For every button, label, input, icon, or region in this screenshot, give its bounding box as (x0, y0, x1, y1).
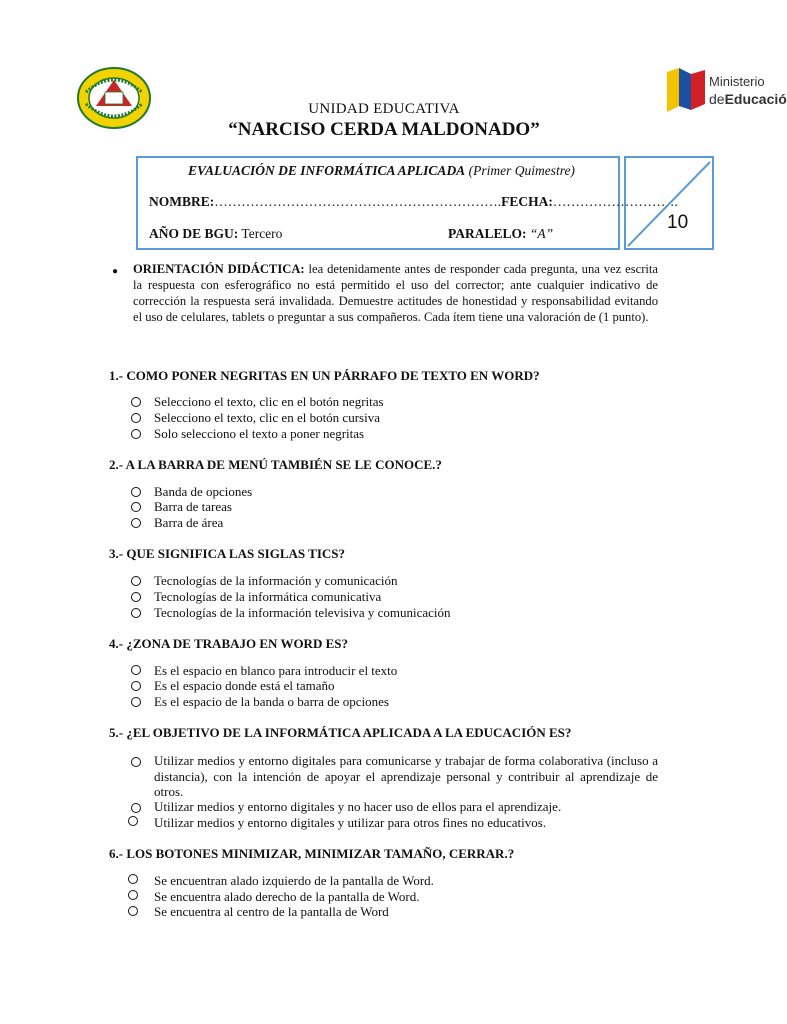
question-1-option-1: Selecciono el texto, clic en el botón negritas (154, 394, 384, 409)
question-4-option-1: Es el espacio en blanco para introducir el texto (154, 663, 398, 678)
score-diagonal-line (626, 158, 712, 248)
date-label: FECHA: (501, 194, 553, 209)
question-6-title: 6.- LOS BOTONES MINIMIZAR, MINIMIZAR TAMAÑO, CERRAR.? (109, 846, 515, 861)
orientation-bullet: ● (112, 266, 119, 277)
question-5-option-3: Utilizar medios y entorno digitales y utilizar para otros fines no educativos. (154, 815, 547, 830)
question-4-title: 4.- ¿ZONA DE TRABAJO EN WORD ES? (109, 636, 348, 651)
orientation-text: lea detenidamente antes de responder cada pregunta, una vez escrita la respuesta con esferográfico no está permitido el uso del corrector; ante cualquier indicativo de corrección la respuesta será invalidada. Demuestre actitudes de honestidad y responsabilidad evitando el uso de celulares, tablets o preguntar a sus compañeros. Cada ítem tiene una valoración de (1 punto). (133, 262, 658, 324)
question-4-option-3: Es el espacio de la banda o barra de opciones (154, 694, 389, 709)
radio-option-circle[interactable] (131, 665, 141, 675)
grade-row (149, 226, 282, 242)
question-4-option-2: Es el espacio donde está el tamaño (154, 678, 335, 693)
exam-title-main: EVALUACIÓN DE INFORMÁTICA APLICADA (188, 163, 466, 178)
question-5-title: 5.- ¿EL OBJETIVO DE LA INFORMÁTICA APLICADA A LA EDUCACIÓN ES? (109, 725, 572, 740)
name-field[interactable]: ………………………………………………………. (214, 194, 502, 209)
radio-option-circle[interactable] (131, 803, 141, 813)
grade-label: AÑO DE BGU: (149, 226, 239, 241)
parallel-label: PARALELO: (448, 226, 527, 241)
question-3-option-2: Tecnologías de la informática comunicativa (154, 589, 382, 604)
radio-option-circle[interactable] (131, 592, 141, 602)
radio-option-circle[interactable] (131, 429, 141, 439)
name-label: NOMBRE: (149, 194, 215, 209)
question-2-option-3: Barra de área (154, 515, 224, 530)
radio-option-circle[interactable] (128, 906, 138, 916)
radio-option-circle[interactable] (131, 397, 141, 407)
school-name-heading: “NARCISO CERDA MALDONADO” (228, 119, 540, 140)
radio-option-circle[interactable] (131, 757, 141, 767)
radio-option-circle[interactable] (131, 697, 141, 707)
question-3-option-1: Tecnologías de la información y comunicación (154, 573, 398, 588)
question-6-option-3: Se encuentra al centro de la pantalla de Word (154, 904, 389, 919)
exam-title-period: (Primer Quimestre) (465, 163, 575, 178)
radio-option-circle[interactable] (131, 608, 141, 618)
question-2-title: 2.- A LA BARRA DE MENÚ TAMBIÉN SE LE CONOCE.? (109, 457, 442, 472)
question-5-option-2: Utilizar medios y entorno digitales y no hacer uso de ellos para el aprendizaje. (154, 799, 562, 814)
radio-option-circle[interactable] (131, 487, 141, 497)
ministry-text-line1: Ministerio (709, 74, 765, 89)
question-1-option-2: Selecciono el texto, clic en el botón cursiva (154, 410, 380, 425)
score-value: 10 (667, 212, 689, 233)
ministry-text-de: de (709, 91, 725, 107)
radio-option-circle[interactable] (128, 874, 138, 884)
ministry-text-main: Educació (724, 91, 787, 107)
radio-option-circle[interactable] (131, 518, 141, 528)
radio-option-circle[interactable] (128, 816, 138, 826)
question-1-title: 1.- COMO PONER NEGRITAS EN UN PÁRRAFO DE TEXTO EN WORD? (109, 368, 540, 383)
question-3-title: 3.- QUE SIGNIFICA LAS SIGLAS TICS? (109, 546, 345, 561)
grade-value: Tercero (238, 226, 283, 241)
orientation-label: ORIENTACIÓN DIDÁCTICA: (133, 262, 305, 276)
exam-title (188, 163, 575, 179)
radio-option-circle[interactable] (131, 502, 141, 512)
score-box (624, 156, 714, 250)
name-date-row (149, 194, 678, 210)
parallel-row (448, 226, 553, 242)
question-2-option-1: Banda de opciones (154, 484, 253, 499)
question-3-option-3: Tecnologías de la información televisiva y comunicación (154, 605, 451, 620)
question-2-option-2: Barra de tareas (154, 499, 232, 514)
radio-option-circle[interactable] (131, 681, 141, 691)
question-1-option-3: Solo selecciono el texto a poner negritas (154, 426, 365, 441)
school-type-heading: UNIDAD EDUCATIVA (308, 101, 460, 117)
parallel-value: “A” (526, 226, 554, 241)
question-6-option-2: Se encuentra alado derecho de la pantalla de Word. (154, 889, 420, 904)
question-6-option-1: Se encuentran alado izquierdo de la pantalla de Word. (154, 873, 434, 888)
radio-option-circle[interactable] (131, 576, 141, 586)
radio-option-circle[interactable] (128, 890, 138, 900)
question-5-option-1: Utilizar medios y entorno digitales para comunicarse y trabajar de forma colaborativa (incluso a distancia), con la intención de apoyar el aprendizaje personal y contribuir al aprendizaje de otros. (154, 753, 658, 799)
date-field[interactable]: ………………………. (552, 194, 678, 209)
radio-option-circle[interactable] (131, 413, 141, 423)
orientation-paragraph (133, 261, 658, 325)
